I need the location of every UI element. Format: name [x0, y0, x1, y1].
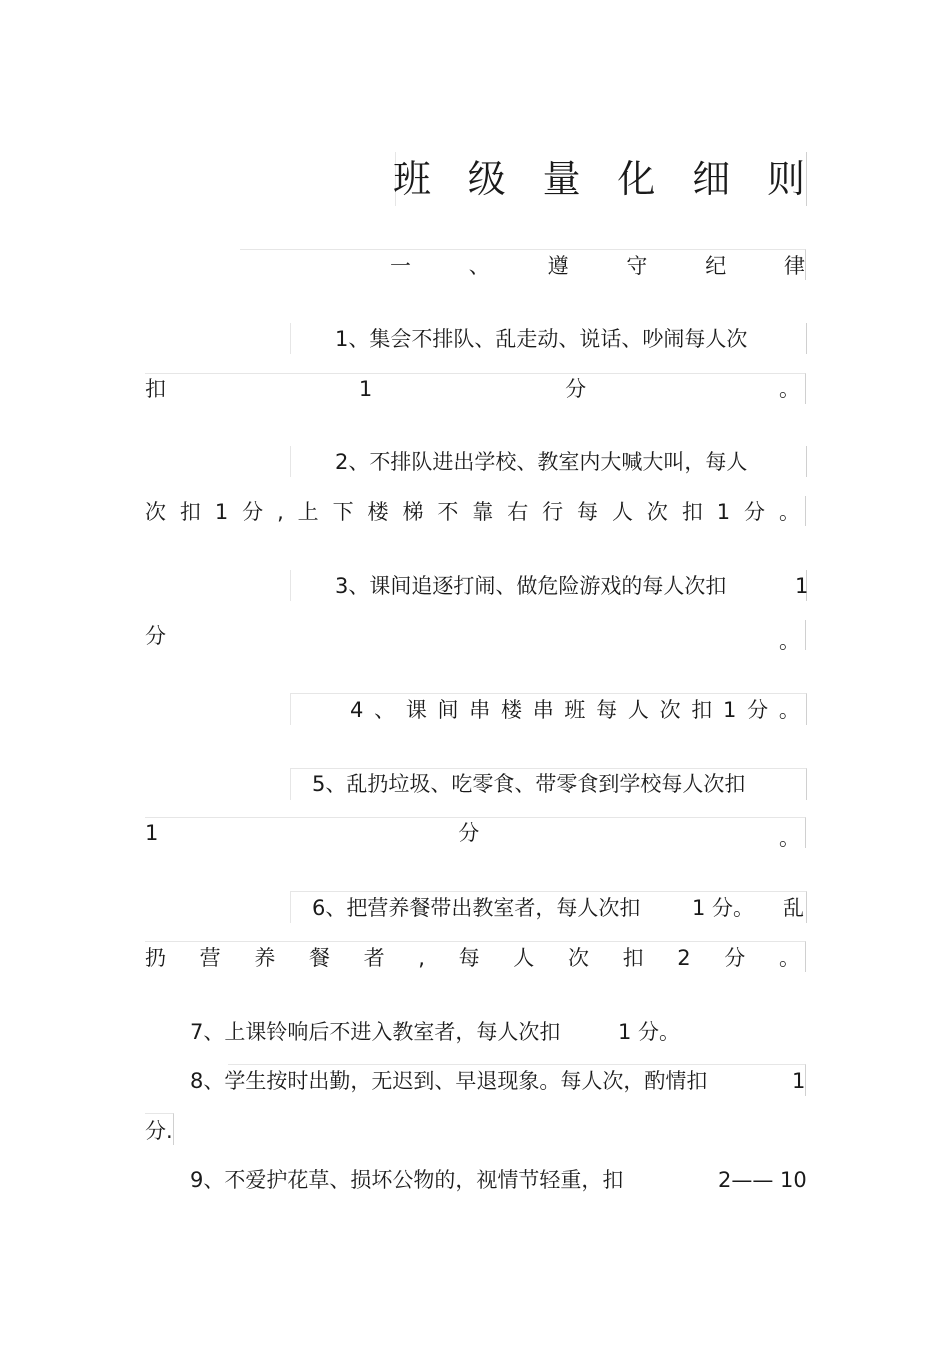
rule-4-char: 串: [469, 698, 491, 722]
title-char: 细: [692, 157, 731, 201]
rule-2-char: 扣: [179, 500, 201, 524]
rule-4-char: 、: [374, 698, 396, 722]
rule-4-line-1: [350, 696, 800, 724]
rule-4-char: 串: [532, 698, 554, 722]
rule-2-char: 每: [577, 500, 599, 524]
rule-9-line-1-end: 2—— 10: [718, 1168, 807, 1192]
title-char: 量: [542, 157, 581, 201]
rule-9-line-1: 9、不爱护花草、损坏公物的，视情节轻重，扣: [190, 1168, 624, 1192]
rule-6-char: 者: [363, 946, 385, 970]
rule-2-char: 次: [145, 500, 166, 524]
rule-2-line-1: 2、不排队进出学校、教室内大喊大叫，每人: [335, 450, 748, 474]
rule-2-char: 人: [611, 500, 633, 524]
rule-4-char: 1: [723, 698, 737, 722]
rule-8-line-2: 分.: [145, 1119, 173, 1143]
rule-6-line-1: 6、把营养餐带出教室者，每人次扣: [312, 896, 641, 920]
rule-6-char: 餐: [308, 946, 330, 970]
title-char: 化: [617, 157, 656, 201]
rule-4-char: 4: [350, 698, 364, 722]
rule-1-char: 1: [358, 377, 373, 401]
rule-1-char: 扣: [145, 377, 166, 401]
rule-2-char: 分: [242, 500, 264, 524]
rule-6-char: 扔: [145, 946, 166, 970]
heading-char: 、: [468, 254, 490, 278]
rule-5-char: 。: [779, 826, 800, 850]
rule-6-line-1-end: 乱: [783, 896, 804, 920]
rule-7-line-1-end: 1 分。: [618, 1020, 681, 1044]
rule-5-char: 分: [458, 821, 480, 845]
rule-6-line-1-mid: 1 分。: [692, 896, 755, 920]
rule-2-char: 靠: [472, 500, 494, 524]
rule-1-char: 。: [779, 377, 800, 401]
rule-6-char: 扣: [622, 946, 644, 970]
rule-2-char: ,: [277, 500, 284, 524]
document-title: [393, 156, 805, 202]
rule-1-line-1: 1、集会不排队、乱走动、说话、吵闹每人次: [335, 327, 748, 351]
rule-5-line-2: [145, 819, 800, 850]
rule-5-line-1: 5、乱扔垃圾、吃零食、带零食到学校每人次扣: [312, 772, 746, 796]
rule-5-char: 1: [145, 821, 159, 845]
rule-4-char: 课: [405, 698, 427, 722]
rule-4-char: 间: [437, 698, 459, 722]
heading-char: 守: [626, 254, 648, 278]
rule-6-char: 分: [724, 946, 746, 970]
rule-4-char: 次: [659, 698, 681, 722]
rule-2-char: 梯: [402, 500, 424, 524]
rule-2-char: 上: [297, 500, 319, 524]
rule-6-line-2: [145, 944, 800, 972]
rule-8-line-1-end: 1: [792, 1069, 806, 1093]
rule-3-char: 。: [779, 629, 800, 653]
rule-4-char: 分: [747, 698, 769, 722]
rule-6-char: 次: [567, 946, 589, 970]
rule-7-line-1: 7、上课铃响后不进入教室者，每人次扣: [190, 1020, 561, 1044]
rule-2-char: 不: [437, 500, 459, 524]
rule-3-line-2: [145, 622, 800, 653]
rule-8-line-1: 8、学生按时出勤，无迟到、早退现象。每人次，酌情扣: [190, 1069, 708, 1093]
rule-2-char: 右: [507, 500, 529, 524]
title-char: 班: [393, 157, 432, 201]
rule-2-char: 行: [542, 500, 564, 524]
rule-2-char: 分: [744, 500, 766, 524]
rule-6-char: 人: [513, 946, 535, 970]
rule-2-char: 1: [716, 500, 731, 524]
rule-4-char: 。: [778, 698, 800, 722]
rule-3-line-1: 3、课间追逐打闹、做危险游戏的每人次扣: [335, 574, 727, 598]
rule-1-line-2: [145, 375, 800, 403]
rule-2-char: 。: [778, 500, 800, 524]
rule-6-char: 。: [778, 946, 800, 970]
rule-2-char: 下: [332, 500, 354, 524]
rule-6-char: 2: [677, 946, 691, 970]
rule-2-char: 楼: [367, 500, 389, 524]
rule-4-char: 楼: [500, 698, 522, 722]
rule-6-char: 营: [199, 946, 221, 970]
rule-2-char: 扣: [681, 500, 703, 524]
rule-4-char: 人: [627, 698, 649, 722]
title-char: 则: [766, 157, 805, 201]
heading-char: 纪: [705, 254, 727, 278]
rule-1-char: 分: [565, 377, 587, 401]
rule-2-char: 次: [646, 500, 668, 524]
rule-4-char: 扣: [691, 698, 713, 722]
title-char: 级: [467, 157, 506, 201]
section-heading: [390, 252, 805, 280]
rule-2-char: 1: [214, 500, 229, 524]
rule-6-char: 每: [458, 946, 480, 970]
heading-char: 律: [783, 254, 805, 278]
heading-char: 遵: [547, 254, 569, 278]
rule-6-char: ,: [418, 946, 425, 970]
rule-4-char: 班: [564, 698, 586, 722]
heading-char: 一: [390, 254, 411, 278]
rule-2-line-2: [145, 498, 800, 526]
rule-4-char: 每: [596, 698, 618, 722]
rule-3-char: 分: [145, 624, 166, 648]
rule-6-char: 养: [254, 946, 276, 970]
rule-3-line-1-end: 1: [795, 574, 809, 598]
